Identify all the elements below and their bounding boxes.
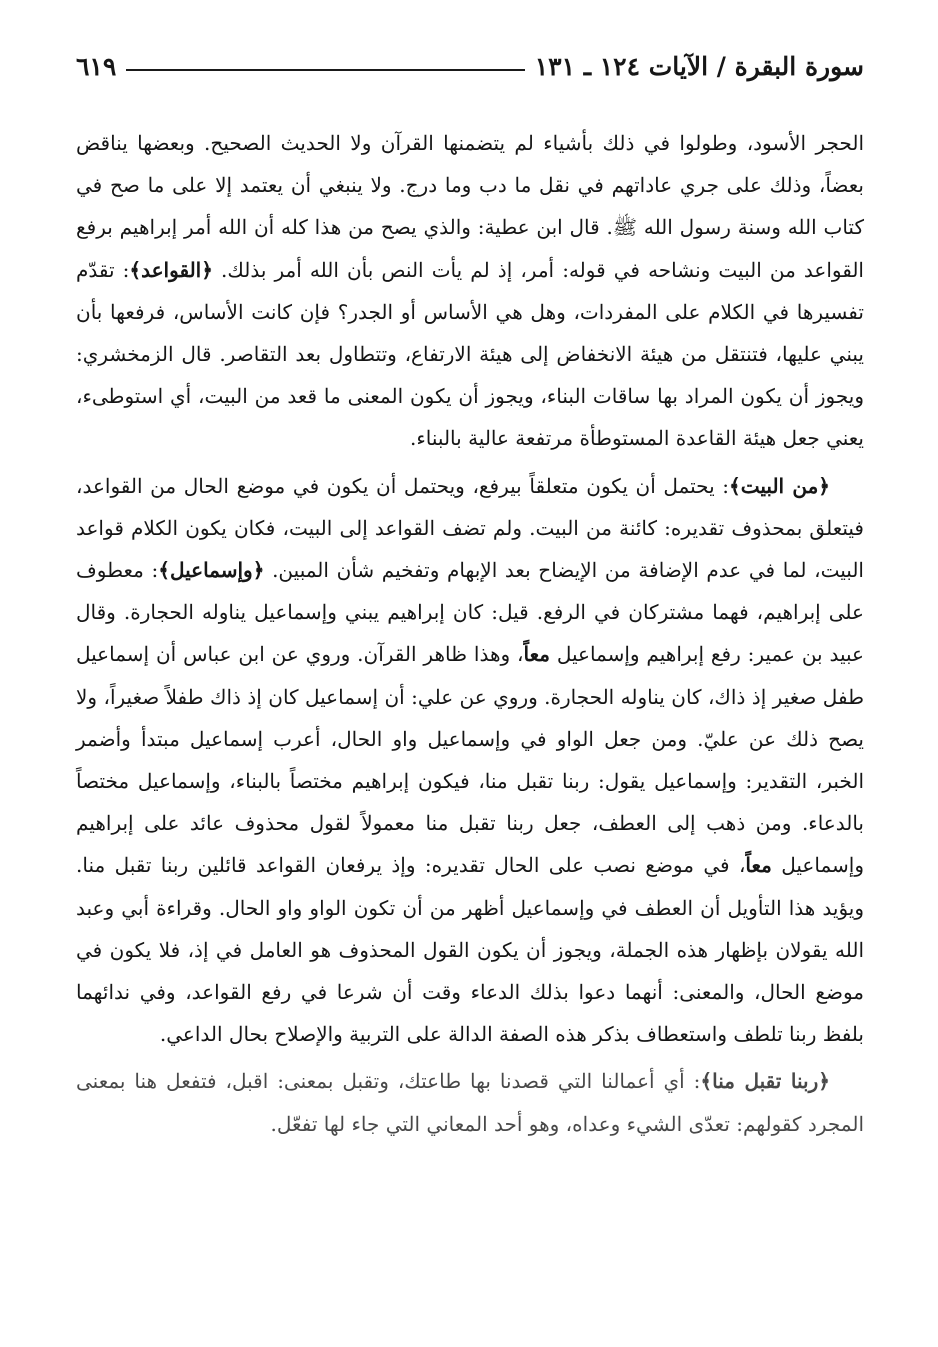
page-number: ٦١٩ <box>76 51 117 81</box>
running-title: سورة البقرة / الآيات ١٢٤ ـ ١٣١ <box>534 51 864 81</box>
quranic-term: ﴿من البيت﴾ <box>729 473 830 498</box>
text-run: ، في موضع نصب على الحال تقديره: وإذ يرفعان القواعد قائلين ربنا تقبل منا. ويؤيد هذا التأويل أن العطف في وإسماعيل أظهر من أن تكون الواو واو الحال. وقراءة أبي وعبد الله يقولان بإظهار هذه الجملة، ويجوز أن يكون القول المحذوف هو العامل في إذ، فلا يكون في موضع الحال، والمعنى: أنهما دعوا بذلك الدعاء وقت أن شرعا في رفع القواعد، وفي ندائهما بلفظ ربنا تلطف واستعطاف بذكر هذه الصفة الدالة على التربية والإصلاح بحال الداعي. <box>76 853 864 1047</box>
page-header <box>76 46 864 86</box>
quranic-term: ﴿القواعد﴾ <box>129 257 213 282</box>
quranic-term: ﴿وإسماعيل﴾ <box>158 558 265 583</box>
text-run: ، وهذا ظاهر القرآن. وروي عن ابن عباس أن إسماعيل طفل صغير إذ ذاك، كان يناوله الحجارة. وروي عن علي: أن إسماعيل كان إذ ذاك طفلاً صغيراً، ولا يصح ذلك عن عليّ. ومن جعل الواو في وإسماعيل واو الحال، أعرب إسماعيل مبتدأ وأضمر الخبر، التقدير: وإسماعيل يقول: ربنا تقبل منا، فيكون إبراهيم مختصاً بالبناء، وإسماعيل مختصاً بالدعاء. ومن ذهب إلى العطف، جعل ربنا تقبل منا معمولاً لقول محذوف عائد على إبراهيم وإسماعيل <box>76 642 864 878</box>
text-run: : يحتمل أن يكون متعلقاً بيرفع، ويحتمل أن يكون في موضع الحال من القواعد، فيتعلق بمحذوف تقديره: كائنة من البيت. ولم تضف القواعد إلى البيت، فكان يكون الكلام قواعد البيت، لما في عدم الإضافة من الإيضاح بعد الإبهام وتفخيم شأن المبين. <box>76 473 864 583</box>
paragraph <box>76 465 864 1056</box>
body-text <box>76 122 864 1145</box>
quranic-term: معاً <box>523 642 550 667</box>
header-rule <box>126 69 524 71</box>
text-run: : أي أعمالنا التي قصدنا بها طاعتك، وتقبل بمعنى: اقبل، فتفعل هنا بمعنى المجرد كقولهم: تعدّى الشيء وعداه، وهو أحد المعاني التي جاء لها تفعّل. <box>76 1069 864 1136</box>
text-run: : تقدّم تفسيرها في الكلام على المفردات، وهل هي الأساس أو الجدر؟ فإن كانت الأساس، فرفعها بأن يبني عليها، فتنتقل من هيئة الانخفاض إلى هيئة الارتفاع، وتتطاول بعد التقاصر. قال الزمخشري: ويجوز أن يكون المراد بها ساقات البناء، ويجوز أن يكون المعنى ما قعد من البيت، أي استوطىء، يعني جعل هيئة القاعدة المستوطأة مرتفعة عالية بالبناء. <box>76 257 864 451</box>
paragraph <box>76 1060 864 1144</box>
text-run: : معطوف على إبراهيم، فهما مشتركان في الرفع. قيل: كان إبراهيم يبني وإسماعيل يناوله الحجارة. وقال عبيد بن عمير: رفع إبراهيم وإسماعيل <box>76 558 864 667</box>
text-run: الحجر الأسود، وطولوا في ذلك بأشياء لم يتضمنها القرآن ولا الحديث الصحيح. وبعضها يناقض بعضاً، وذلك على جري عاداتهم في نقل ما دب وما درج. ولا ينبغي أن يعتمد إلا على ما صح في كتاب الله وسنة رسول الله ﷺ. قال ابن عطية: والذي يصح من هذا كله أن الله أمر إبراهيم برفع القواعد من البيت ونشاحه في قوله: أمر، إذ لم يأت النص بأن الله أمر بذلك. <box>76 131 864 282</box>
quranic-term: ﴿ربنا تقبل منا﴾ <box>700 1069 830 1094</box>
paragraph <box>76 122 864 460</box>
quranic-term: معاً <box>745 853 772 878</box>
